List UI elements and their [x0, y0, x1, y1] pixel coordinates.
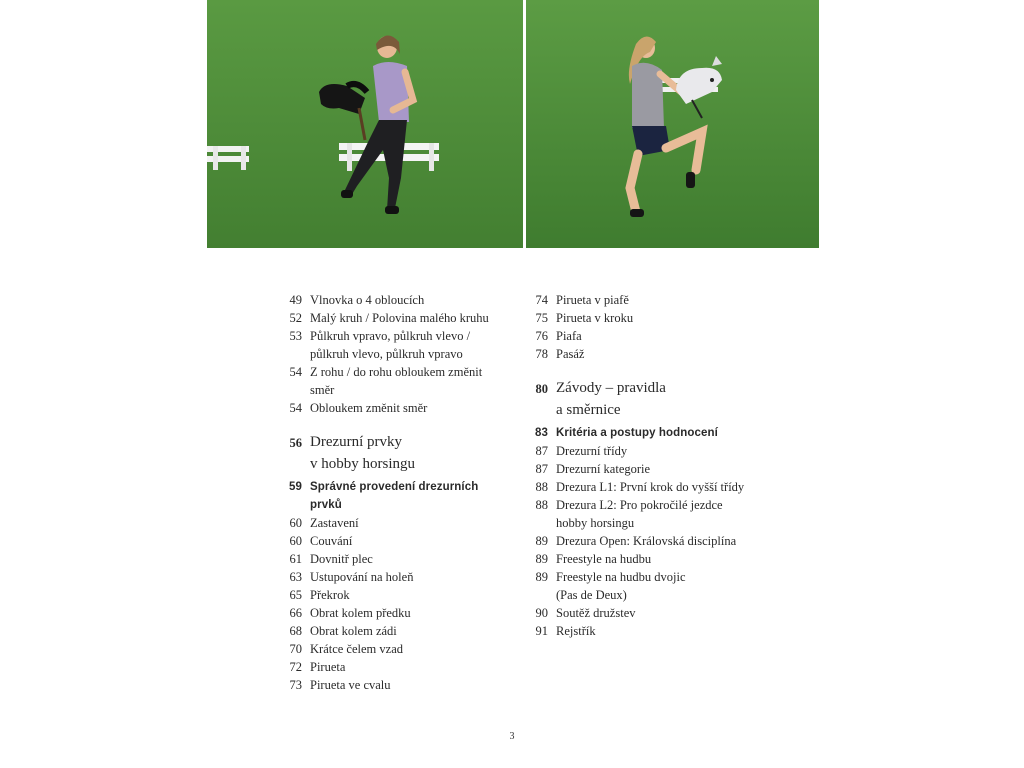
toc-page-number: 80 [535, 382, 548, 396]
toc-title [310, 431, 498, 475]
toc-title-line: Kritéria a postupy hodnocení [556, 427, 718, 439]
toc-entry [270, 399, 498, 417]
toc-page-number: 91 [535, 624, 548, 638]
toc-entry [516, 327, 766, 345]
toc-title [310, 640, 498, 658]
toc-page-number: 73 [289, 678, 302, 692]
toc-title-line: Dovnitř plec [310, 552, 373, 566]
toc-title [310, 622, 498, 640]
toc-page-number: 88 [535, 498, 548, 512]
toc-title-line: Drezurní prvky [310, 434, 403, 450]
toc-page-number: 75 [535, 311, 548, 325]
toc-title-line: Vlnovka o 4 obloucích [310, 293, 425, 307]
toc-title-line: Drezurní kategorie [556, 462, 651, 476]
toc-title [310, 568, 498, 586]
toc-entry [270, 640, 498, 658]
toc-page-number: 89 [535, 552, 548, 566]
toc-title [310, 658, 498, 676]
toc-entry [270, 676, 498, 694]
toc-column-left [270, 291, 498, 694]
toc-title-line: hobby horsingu [556, 516, 635, 530]
toc-title [310, 478, 498, 514]
toc-title-line: Pirueta ve cvalu [310, 678, 391, 692]
toc-page-number: 87 [535, 444, 548, 458]
toc-title [310, 291, 498, 309]
toc-page-number: 49 [289, 293, 302, 307]
toc-section-heading [516, 377, 766, 421]
toc-title-line: Závody – pravidla [556, 380, 666, 396]
toc-page-number: 60 [289, 516, 302, 530]
toc-page-number: 74 [535, 293, 548, 307]
toc-title [310, 399, 498, 417]
toc-title-line: Pasáž [556, 347, 585, 361]
toc-title-line: půlkruh vlevo, půlkruh vpravo [310, 347, 463, 361]
toc-entry [516, 478, 766, 496]
toc-title-line: Freestyle na hudbu dvojic [556, 570, 686, 584]
toc-page-number: 56 [289, 436, 302, 450]
toc-entry [270, 658, 498, 676]
toc-page-number: 54 [289, 401, 302, 415]
toc-title-line: prvků [310, 499, 342, 511]
photo-girl-black-hobby-horse [207, 0, 523, 248]
toc-page-number: 83 [535, 427, 548, 439]
toc-title [310, 327, 498, 363]
toc-title-line: Drezurní třídy [556, 444, 628, 458]
photo-strip [207, 0, 819, 248]
toc-title [310, 676, 498, 694]
toc-entry [516, 532, 766, 550]
toc-entry [270, 568, 498, 586]
toc-entry [516, 496, 766, 532]
page-number: 3 [509, 731, 515, 742]
toc-page-number: 65 [289, 588, 302, 602]
toc-page-number: 78 [535, 347, 548, 361]
toc-entry [516, 442, 766, 460]
toc-entry [516, 309, 766, 327]
toc-entry [270, 291, 498, 309]
toc-page-number: 89 [535, 570, 548, 584]
toc-section-heading [270, 431, 498, 475]
toc-title-line: Drezura Open: Královská disciplína [556, 534, 737, 548]
toc-entry [270, 532, 498, 550]
toc-title-line: Ustupování na holeň [310, 570, 414, 584]
toc-title [310, 514, 498, 532]
toc-title-line: Pirueta v kroku [556, 311, 634, 325]
toc-page-number: 59 [289, 481, 302, 493]
toc-title-line: směr [310, 383, 335, 397]
toc-title [310, 604, 498, 622]
toc-title-line: Obrat kolem zádi [310, 624, 397, 638]
toc-title [556, 604, 766, 622]
toc-page-number: 89 [535, 534, 548, 548]
toc-title [556, 550, 766, 568]
toc-entry [516, 291, 766, 309]
toc-page-number: 54 [289, 365, 302, 379]
toc-title [556, 568, 766, 604]
toc-entry [270, 550, 498, 568]
toc-title-line: Překrok [310, 588, 350, 602]
toc-subheading [270, 478, 498, 514]
toc-title-line: Půlkruh vpravo, půlkruh vlevo / [310, 329, 471, 343]
toc-page-number: 53 [289, 329, 302, 343]
toc-title-line: Soutěž družstev [556, 606, 636, 620]
toc-title [556, 478, 766, 496]
toc-title-line: Malý kruh / Polovina malého kruhu [310, 311, 489, 325]
toc-title [556, 424, 766, 442]
toc-entry [270, 604, 498, 622]
toc-entry [270, 622, 498, 640]
toc-subheading [516, 424, 766, 442]
toc-page-number: 70 [289, 642, 302, 656]
toc-page-number: 60 [289, 534, 302, 548]
toc-page-number: 52 [289, 311, 302, 325]
toc-title [556, 309, 766, 327]
toc-page-number: 90 [535, 606, 548, 620]
toc-title-line: Drezura L1: První krok do vyšší třídy [556, 480, 745, 494]
toc-title [310, 363, 498, 399]
toc-title-line: Piafa [556, 329, 582, 343]
toc-title [556, 496, 766, 532]
toc-page-number: 68 [289, 624, 302, 638]
toc-column-right [516, 291, 766, 640]
toc-title [556, 622, 766, 640]
toc-title [310, 309, 498, 327]
toc-title [556, 291, 766, 309]
toc-title-line: Pirueta [310, 660, 346, 674]
toc-entry [516, 568, 766, 604]
photo-girl-white-hobby-horse [526, 0, 819, 248]
toc-title-line: Drezura L2: Pro pokročilé jezdce [556, 498, 723, 512]
toc-title-line: Zastavení [310, 516, 359, 530]
toc-title-line: a směrnice [556, 402, 621, 418]
toc-title-line: v hobby horsingu [310, 456, 415, 472]
toc-entry [270, 586, 498, 604]
toc-entry [516, 345, 766, 363]
toc-entry [516, 550, 766, 568]
toc-title [556, 442, 766, 460]
toc-title [556, 327, 766, 345]
toc-title [310, 550, 498, 568]
toc-page-number: 76 [535, 329, 548, 343]
toc-page-number: 72 [289, 660, 302, 674]
toc-title [556, 532, 766, 550]
toc-page-number: 61 [289, 552, 302, 566]
toc-title-line: Rejstřík [556, 624, 596, 638]
toc-title-line: (Pas de Deux) [556, 588, 627, 602]
toc-page-number: 66 [289, 606, 302, 620]
toc-title-line: Krátce čelem vzad [310, 642, 403, 656]
toc-title-line: Správné provedení drezurních [310, 481, 479, 493]
toc-title-line: Obloukem změnit směr [310, 401, 428, 415]
toc-title [310, 532, 498, 550]
toc-entry [516, 604, 766, 622]
toc-page-number: 87 [535, 462, 548, 476]
toc-title-line: Pirueta v piafě [556, 293, 629, 307]
toc-title-line: Z rohu / do rohu obloukem změnit [310, 365, 483, 379]
toc-entry [270, 363, 498, 399]
toc-entry [516, 460, 766, 478]
toc-page-number: 88 [535, 480, 548, 494]
toc-title [310, 586, 498, 604]
toc-entry [270, 309, 498, 327]
toc-title-line: Couvání [310, 534, 353, 548]
toc-entry [270, 327, 498, 363]
toc-page-number: 63 [289, 570, 302, 584]
toc-entry [516, 622, 766, 640]
toc-title [556, 460, 766, 478]
toc-title [556, 377, 766, 421]
toc-title [556, 345, 766, 363]
toc-entry [270, 514, 498, 532]
toc-title-line: Obrat kolem předku [310, 606, 411, 620]
toc-title-line: Freestyle na hudbu [556, 552, 652, 566]
